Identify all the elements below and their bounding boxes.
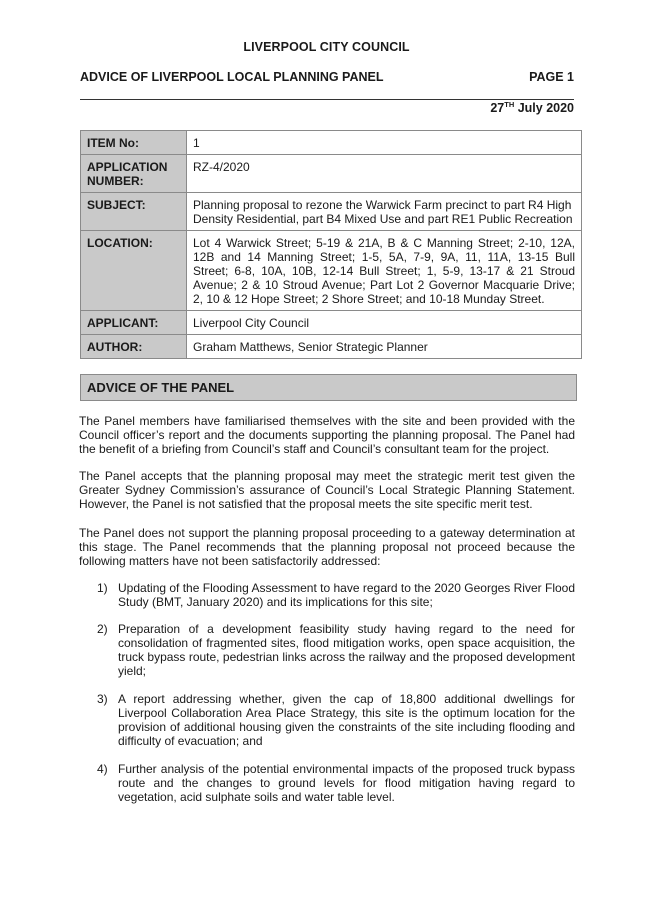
subject-value: Planning proposal to rezone the Warwick Farm precinct to part R4 High Density Residential, part B4 Mixed Use and part RE1 Public Recreation <box>187 193 582 231</box>
location-value: Lot 4 Warwick Street; 5-19 & 21A, B & C Manning Street; 2-10, 12A, 12B and 14 Manning Street; 1-5, 5A, 7-9, 9A, 11, 11A, 13-15 Bull Street; 6-8, 10A, 10B, 12-14 Bull Street; 1, 5-9, 13-17 & 21 Stroud Avenue; 2 & 10 Stroud Avenue; Part Lot 2 Governor Macquarie Drive; 2, 10 & 12 Hope Street; 2 Shore Street; and 10-18 Munday Street. <box>187 231 582 311</box>
location-label: LOCATION: <box>81 231 187 311</box>
advice-heading: ADVICE OF THE PANEL <box>80 374 577 401</box>
advice-title: ADVICE OF LIVERPOOL LOCAL PLANNING PANEL <box>80 70 384 84</box>
applicant-label: APPLICANT: <box>81 311 187 335</box>
list-item-number: 3) <box>97 692 108 706</box>
table-row <box>81 311 582 335</box>
item-label: ITEM No: <box>81 131 187 155</box>
advice-paragraph-3: The Panel does not support the planning proposal proceeding to a gateway determination at this stage. The Panel recommends that the planning proposal not proceed because the following matters have not been satisfactorily addressed: <box>79 526 575 568</box>
application-label <box>81 155 187 193</box>
page-number: PAGE 1 <box>529 70 574 84</box>
date-rest: July 2020 <box>514 101 574 115</box>
date-suffix: TH <box>504 100 515 109</box>
advice-paragraph-2: The Panel accepts that the planning proposal may meet the strategic merit test given the Greater Sydney Commission’s assurance of Council’s Local Strategic Planning Statement. However, the Panel is not satisfied that the proposal meets the site specific merit test. <box>79 469 575 511</box>
table-row <box>81 131 582 155</box>
subject-label: SUBJECT: <box>81 193 187 231</box>
author-label: AUTHOR: <box>81 335 187 359</box>
table-row <box>81 231 582 311</box>
document-header <box>80 70 574 84</box>
date-day: 27 <box>490 101 505 115</box>
list-item-number: 4) <box>97 762 108 776</box>
item-value: 1 <box>187 131 582 155</box>
council-name: LIVERPOOL CITY COUNCIL <box>243 40 410 54</box>
meeting-date <box>490 100 574 115</box>
list-item-number: 1) <box>97 581 108 595</box>
item-details-table <box>80 130 582 359</box>
table-row <box>81 193 582 231</box>
author-value: Graham Matthews, Senior Strategic Planner <box>187 335 582 359</box>
list-item-text: Further analysis of the potential environmental impacts of the proposed truck bypass route and the changes to ground levels for flood mitigation having regard to vegetation, acid sulphate soils and water table level. <box>118 762 575 804</box>
advice-paragraph-1: The Panel members have familiarised themselves with the site and been provided with the Council officer’s report and the documents supporting the planning proposal. The Panel had the benefit of a briefing from Council’s staff and Council’s consultant team for the project. <box>79 414 575 456</box>
application-label-line2: NUMBER: <box>87 174 144 188</box>
application-label-line1: APPLICATION <box>87 160 168 174</box>
table-row <box>81 155 582 193</box>
list-item-number: 2) <box>97 622 108 636</box>
list-item-text: Preparation of a development feasibility study having regard to the need for consolidation of fragmented sites, flood mitigation works, open space acquisition, the truck bypass route, pedestrian links across the railway and the proposed development yield; <box>118 622 575 678</box>
list-item-text: A report addressing whether, given the cap of 18,800 additional dwellings for Liverpool Collaboration Area Place Strategy, this site is the optimum location for the provision of additional housing given the constraints of the site including flooding and difficulty of evacuation; and <box>118 692 575 748</box>
applicant-value: Liverpool City Council <box>187 311 582 335</box>
table-row <box>81 335 582 359</box>
application-value: RZ-4/2020 <box>187 155 582 193</box>
list-item-text: Updating of the Flooding Assessment to have regard to the 2020 Georges River Flood Study (BMT, January 2020) and its implications for this site; <box>118 581 575 609</box>
